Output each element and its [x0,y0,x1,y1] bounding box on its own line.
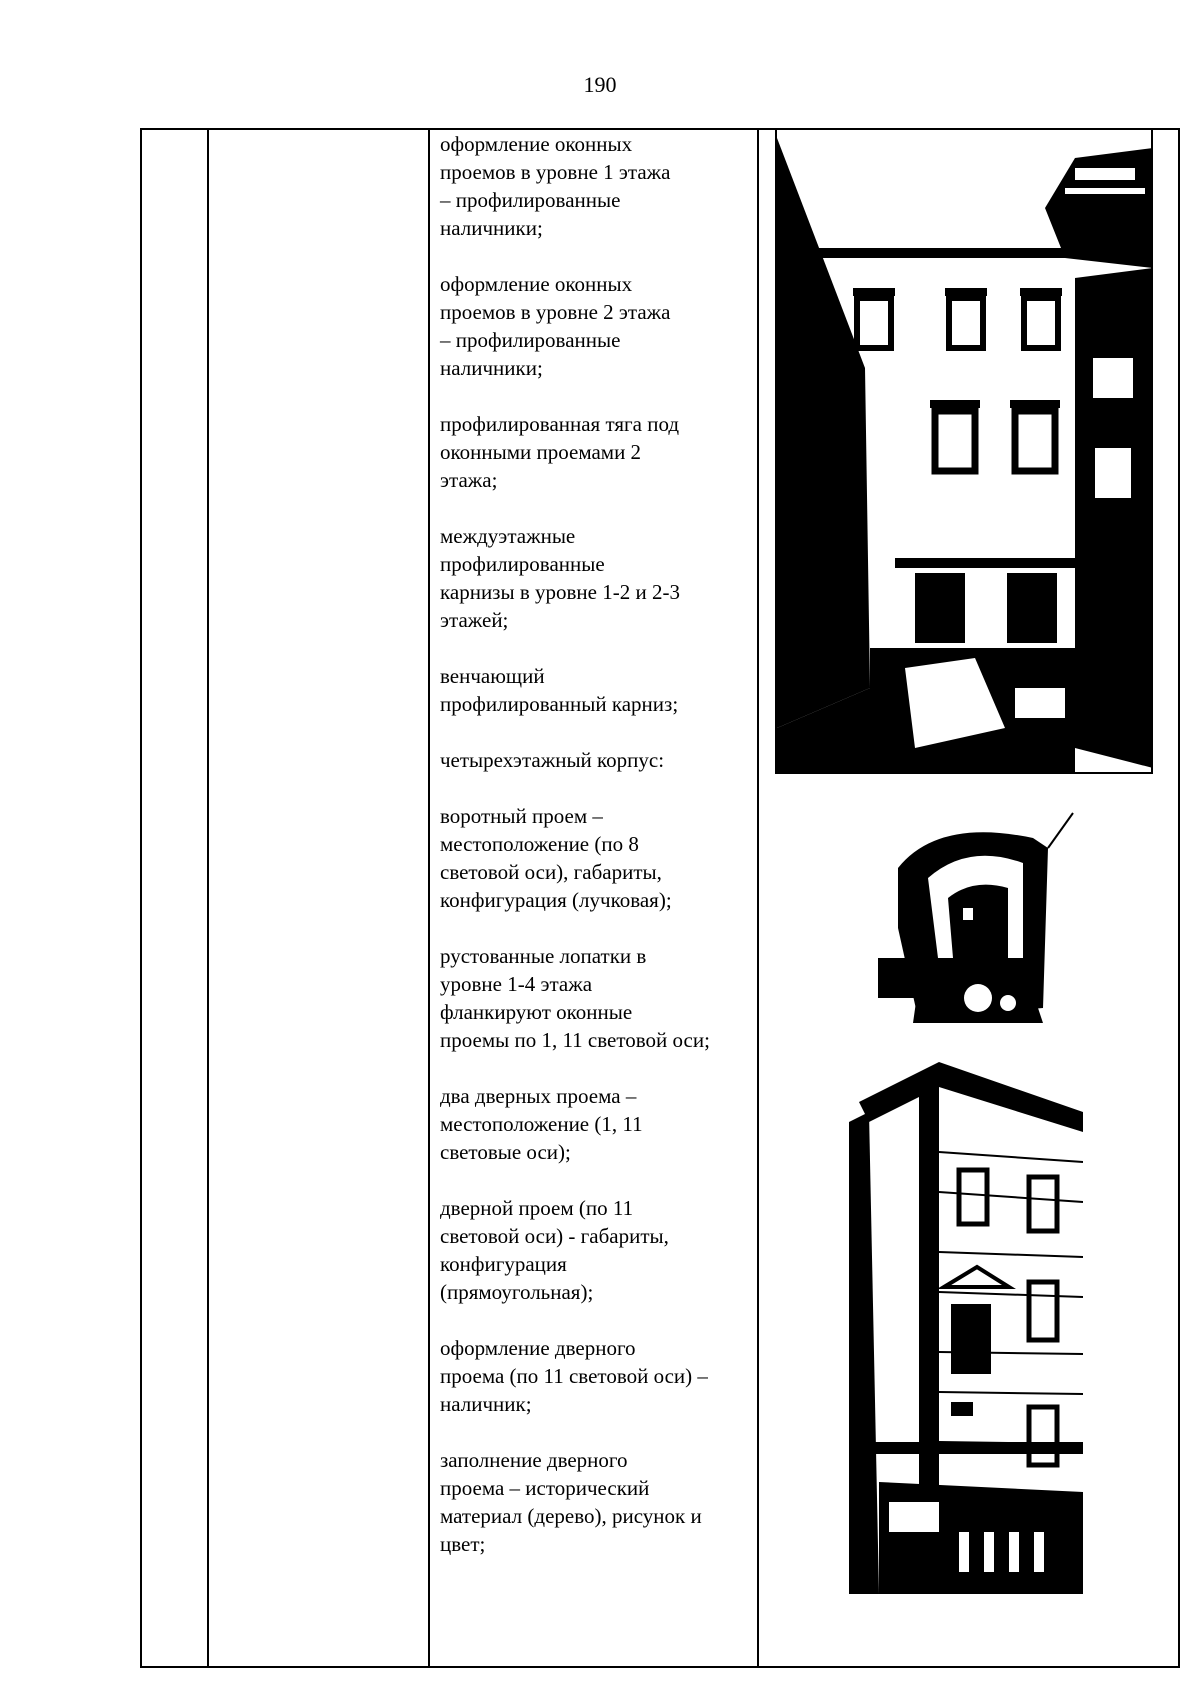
list-item: заполнение дверного проема – исторический материал (дерево), рисунок и цвет; [440,1448,702,1556]
list-item: рустованные лопатки в уровне 1-4 этажа фланкируют оконные проемы по 1, 11 световой оси; [440,944,710,1052]
list-item: оформление оконных проемов в уровне 2 этажа – профилированные наличники; [440,272,671,380]
column-divider-3 [757,128,759,1668]
courtyard-facade-photo [775,128,1153,774]
column-divider-1 [207,128,209,1668]
arched-gate-photo [858,808,1084,1038]
list-item: оформление дверного проема (по 11 световой оси) – наличник; [440,1336,708,1416]
list-item: оформление оконных проемов в уровне 1 этажа – профилированные наличники; [440,132,671,240]
four-storey-building-photo [849,1062,1083,1594]
list-item: дверной проем (по 11 световой оси) - габариты, конфигурация (прямоугольная); [440,1196,669,1304]
list-item: воротный проем – местоположение (по 8 световой оси), габариты, конфигурация (лучковая); [440,804,672,912]
list-item: венчающий профилированный карниз; [440,664,679,716]
features-list [440,130,746,1586]
list-item: четырехэтажный корпус: [440,748,665,772]
list-item: профилированная тяга под оконными проемами 2 этажа; [440,412,680,492]
page-number: 190 [583,72,617,97]
list-item: два дверных проема – местоположение (1, 11 световые оси); [440,1084,643,1164]
list-item: междуэтажные профилированные карнизы в уровне 1-2 и 2-3 этажей; [440,524,680,632]
column-divider-2 [428,128,430,1668]
